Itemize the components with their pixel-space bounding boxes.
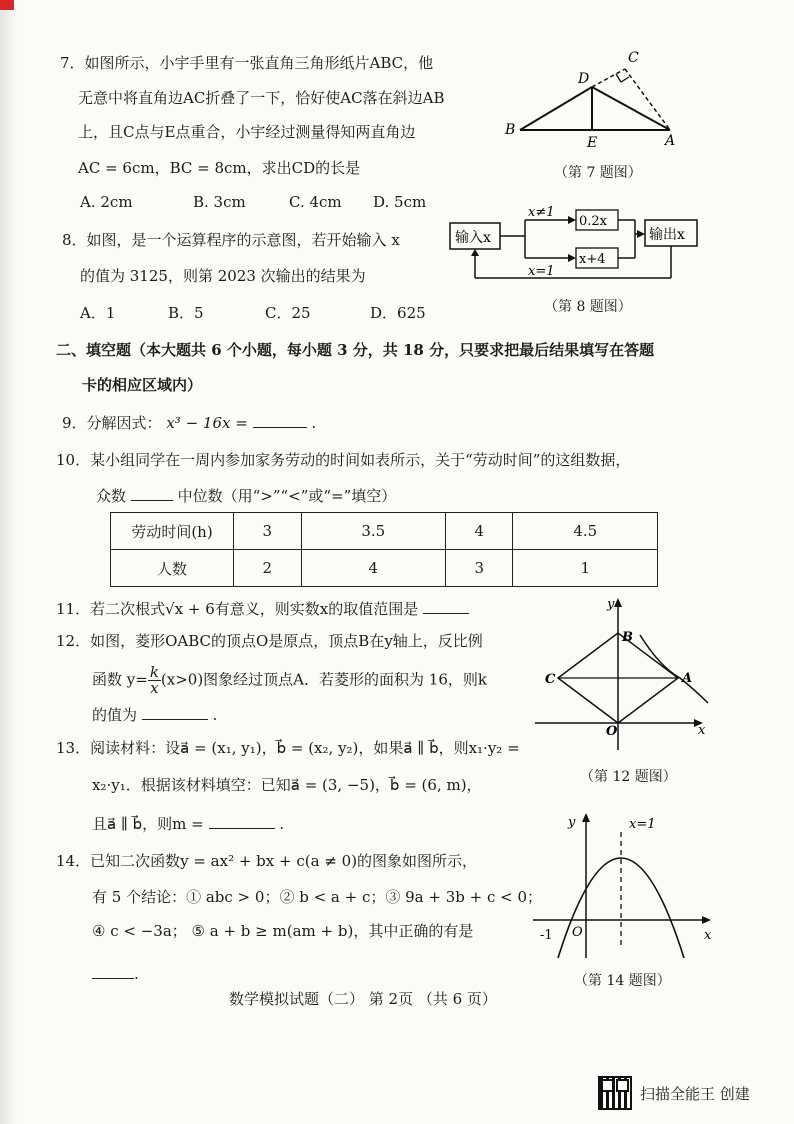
q7-caption: （第 7 题图） xyxy=(554,165,642,181)
q14-caption: （第 14 题图） xyxy=(574,973,671,989)
flow-op-1: 0.2x xyxy=(579,214,608,229)
q8-option-c: C．25 xyxy=(265,304,311,322)
table-cell: 4 xyxy=(445,513,513,550)
q14-label-minus-one: -1 xyxy=(540,928,553,943)
q10-line-2 xyxy=(96,485,396,506)
q12-answer-blank[interactable] xyxy=(142,705,208,720)
table-cell: 4 xyxy=(301,550,445,587)
flow-cond-1: x≠1 xyxy=(528,205,555,220)
q7-line-4: AC = 6cm，BC = 8cm，求出CD的长是 xyxy=(78,159,361,177)
q11-text: 11．若二次根式√x + 6有意义，则实数x的取值范围是 xyxy=(56,600,419,618)
q12-fraction-denominator: x xyxy=(150,679,159,697)
q9-expression: x³ − 16x = xyxy=(166,414,248,432)
q7-line-3: 上，且C点与E点重合，小宇经过测量得知两直角边 xyxy=(78,123,416,141)
q7-option-d: D. 5cm xyxy=(373,193,427,211)
scanner-watermark: 扫描全能王 创建 xyxy=(640,1085,750,1103)
q8-option-b: B．5 xyxy=(168,304,204,322)
q13-line-3 xyxy=(92,813,284,834)
q13-answer-blank[interactable] xyxy=(209,814,275,829)
table-cell: 3.5 xyxy=(301,513,445,550)
table-row xyxy=(111,513,658,550)
q8-caption: （第 8 题图） xyxy=(544,299,632,315)
q8-flowchart xyxy=(445,198,705,288)
q14-parabola-figure xyxy=(528,808,718,968)
q14-label-axis: x=1 xyxy=(629,817,656,832)
section-2-heading-line-2: 卡的相应区域内） xyxy=(82,376,203,394)
q12-fraction xyxy=(148,665,161,696)
q11-line xyxy=(56,598,469,619)
q14-period: . xyxy=(134,965,139,983)
q7-line-2: 无意中将直角边AC折叠了一下，恰好使AC落在斜边AB xyxy=(78,89,445,107)
q8-option-d: D．625 xyxy=(370,304,426,322)
q14-label-y: y xyxy=(568,815,576,830)
q13-condition: 且a⃗ ∥ b⃗，则m = xyxy=(92,815,204,833)
q12-label-x: x xyxy=(698,723,706,738)
q12-period: . xyxy=(212,706,218,724)
q14-line-3: ④ c < −3a； ⑤ a + b ≥ m(am + b)，其中正确的有是 xyxy=(92,922,474,940)
q8-line-1: 8．如图，是一个运算程序的示意图，若开始输入 x xyxy=(62,231,400,249)
qr-code-icon xyxy=(598,1076,632,1110)
q7-option-a: A. 2cm xyxy=(80,193,133,211)
q9-suffix: . xyxy=(311,414,317,432)
q14-label-x: x xyxy=(704,928,712,943)
table-cell: 1 xyxy=(513,550,658,587)
table-cell: 人数 xyxy=(111,550,234,587)
q12-label-y: y xyxy=(607,597,615,612)
q14-line-4 xyxy=(92,964,139,983)
q13-line-1: 13．阅读材料：设a⃗ = (x₁, y₁)，b⃗ = (x₂, y₂)，如果a⃗ ∥ b⃗，则x₁·y₂ = xyxy=(56,739,520,757)
q7-line-1: 7．如图所示，小宇手里有一张直角三角形纸片ABC，他 xyxy=(60,54,434,72)
section-2-heading-line-1: 二、填空题（本大题共 6 个小题，每小题 3 分，共 18 分，只要求把最后结果填写在答题 xyxy=(56,341,655,359)
q7-label-c: C xyxy=(628,50,639,66)
q12-caption: （第 12 题图） xyxy=(580,769,677,785)
table-row xyxy=(111,550,658,587)
q10-median-label: 中位数（用“>”“<”或“=”填空） xyxy=(177,487,397,505)
q7-triangle-figure xyxy=(495,45,685,165)
q14-line-1: 14．已知二次函数y = ax² + bx + c(a ≠ 0)的图象如图所示， xyxy=(56,852,478,870)
q7-label-e: E xyxy=(587,135,598,151)
q7-option-b: B. 3cm xyxy=(193,193,246,211)
q10-line-1: 10．某小组同学在一周内参加家务劳动的时间如表所示，关于“劳动时间”的这组数据， xyxy=(56,451,631,469)
q9-prefix: 9．分解因式： xyxy=(62,414,162,432)
table-cell: 劳动时间(h) xyxy=(111,513,234,550)
flow-output-box: 输出x xyxy=(649,227,685,243)
q12-label-a: A xyxy=(682,671,693,686)
q11-answer-blank[interactable] xyxy=(423,599,469,614)
q12-value-label: 的值为 xyxy=(92,706,138,724)
q14-line-2: 有 5 个结论：① abc > 0；② b < a + c；③ 9a + 3b + c < 0； xyxy=(92,888,543,906)
q7-option-c: C. 4cm xyxy=(289,193,342,211)
scan-edge-shadow xyxy=(0,0,18,1124)
q7-label-b: B xyxy=(505,122,516,138)
q12-label-b: B xyxy=(622,630,633,645)
flow-op-2: x+4 xyxy=(579,252,606,267)
q12-line-3 xyxy=(92,704,217,725)
scan-corner-mark xyxy=(0,0,14,10)
q12-line-2 xyxy=(92,665,487,696)
q7-label-d: D xyxy=(578,71,590,87)
q9-answer-blank[interactable] xyxy=(253,413,307,428)
table-cell: 4.5 xyxy=(513,513,658,550)
q8-option-a: A．1 xyxy=(80,304,116,322)
q13-period: . xyxy=(279,815,285,833)
q13-line-2: x₂·y₁．根据该材料填空：已知a⃗ = (3, −5)，b⃗ = (6, m)， xyxy=(92,776,482,794)
q12-function-prefix: 函数 y= xyxy=(92,670,148,689)
flow-input-box: 输入x xyxy=(455,230,491,246)
table-cell: 3 xyxy=(234,513,302,550)
q12-label-o: O xyxy=(606,724,618,739)
q8-line-2: 的值为 3125，则第 2023 次输出的结果为 xyxy=(80,267,366,285)
q12-label-c: C xyxy=(545,672,556,687)
q12-function-suffix: (x>0)图象经过顶点A．若菱形的面积为 16，则k xyxy=(160,670,487,689)
q14-label-o: O xyxy=(572,925,583,940)
q10-answer-blank[interactable] xyxy=(131,486,173,501)
q10-data-table xyxy=(110,512,658,587)
page-footer: 数学模拟试题（二） 第 2页 （共 6 页） xyxy=(229,990,497,1008)
table-cell: 3 xyxy=(445,550,513,587)
q12-rhombus-figure xyxy=(530,595,715,760)
q10-mode-label: 众数 xyxy=(96,487,127,505)
q7-label-a: A xyxy=(665,133,676,149)
table-cell: 2 xyxy=(234,550,302,587)
q12-line-1: 12．如图，菱形OABC的顶点O是原点，顶点B在y轴上，反比例 xyxy=(56,632,483,650)
q14-answer-blank[interactable] xyxy=(92,964,134,979)
flow-cond-2: x=1 xyxy=(528,264,555,279)
q12-fraction-numerator: k xyxy=(149,663,159,681)
q9-line xyxy=(62,412,316,433)
